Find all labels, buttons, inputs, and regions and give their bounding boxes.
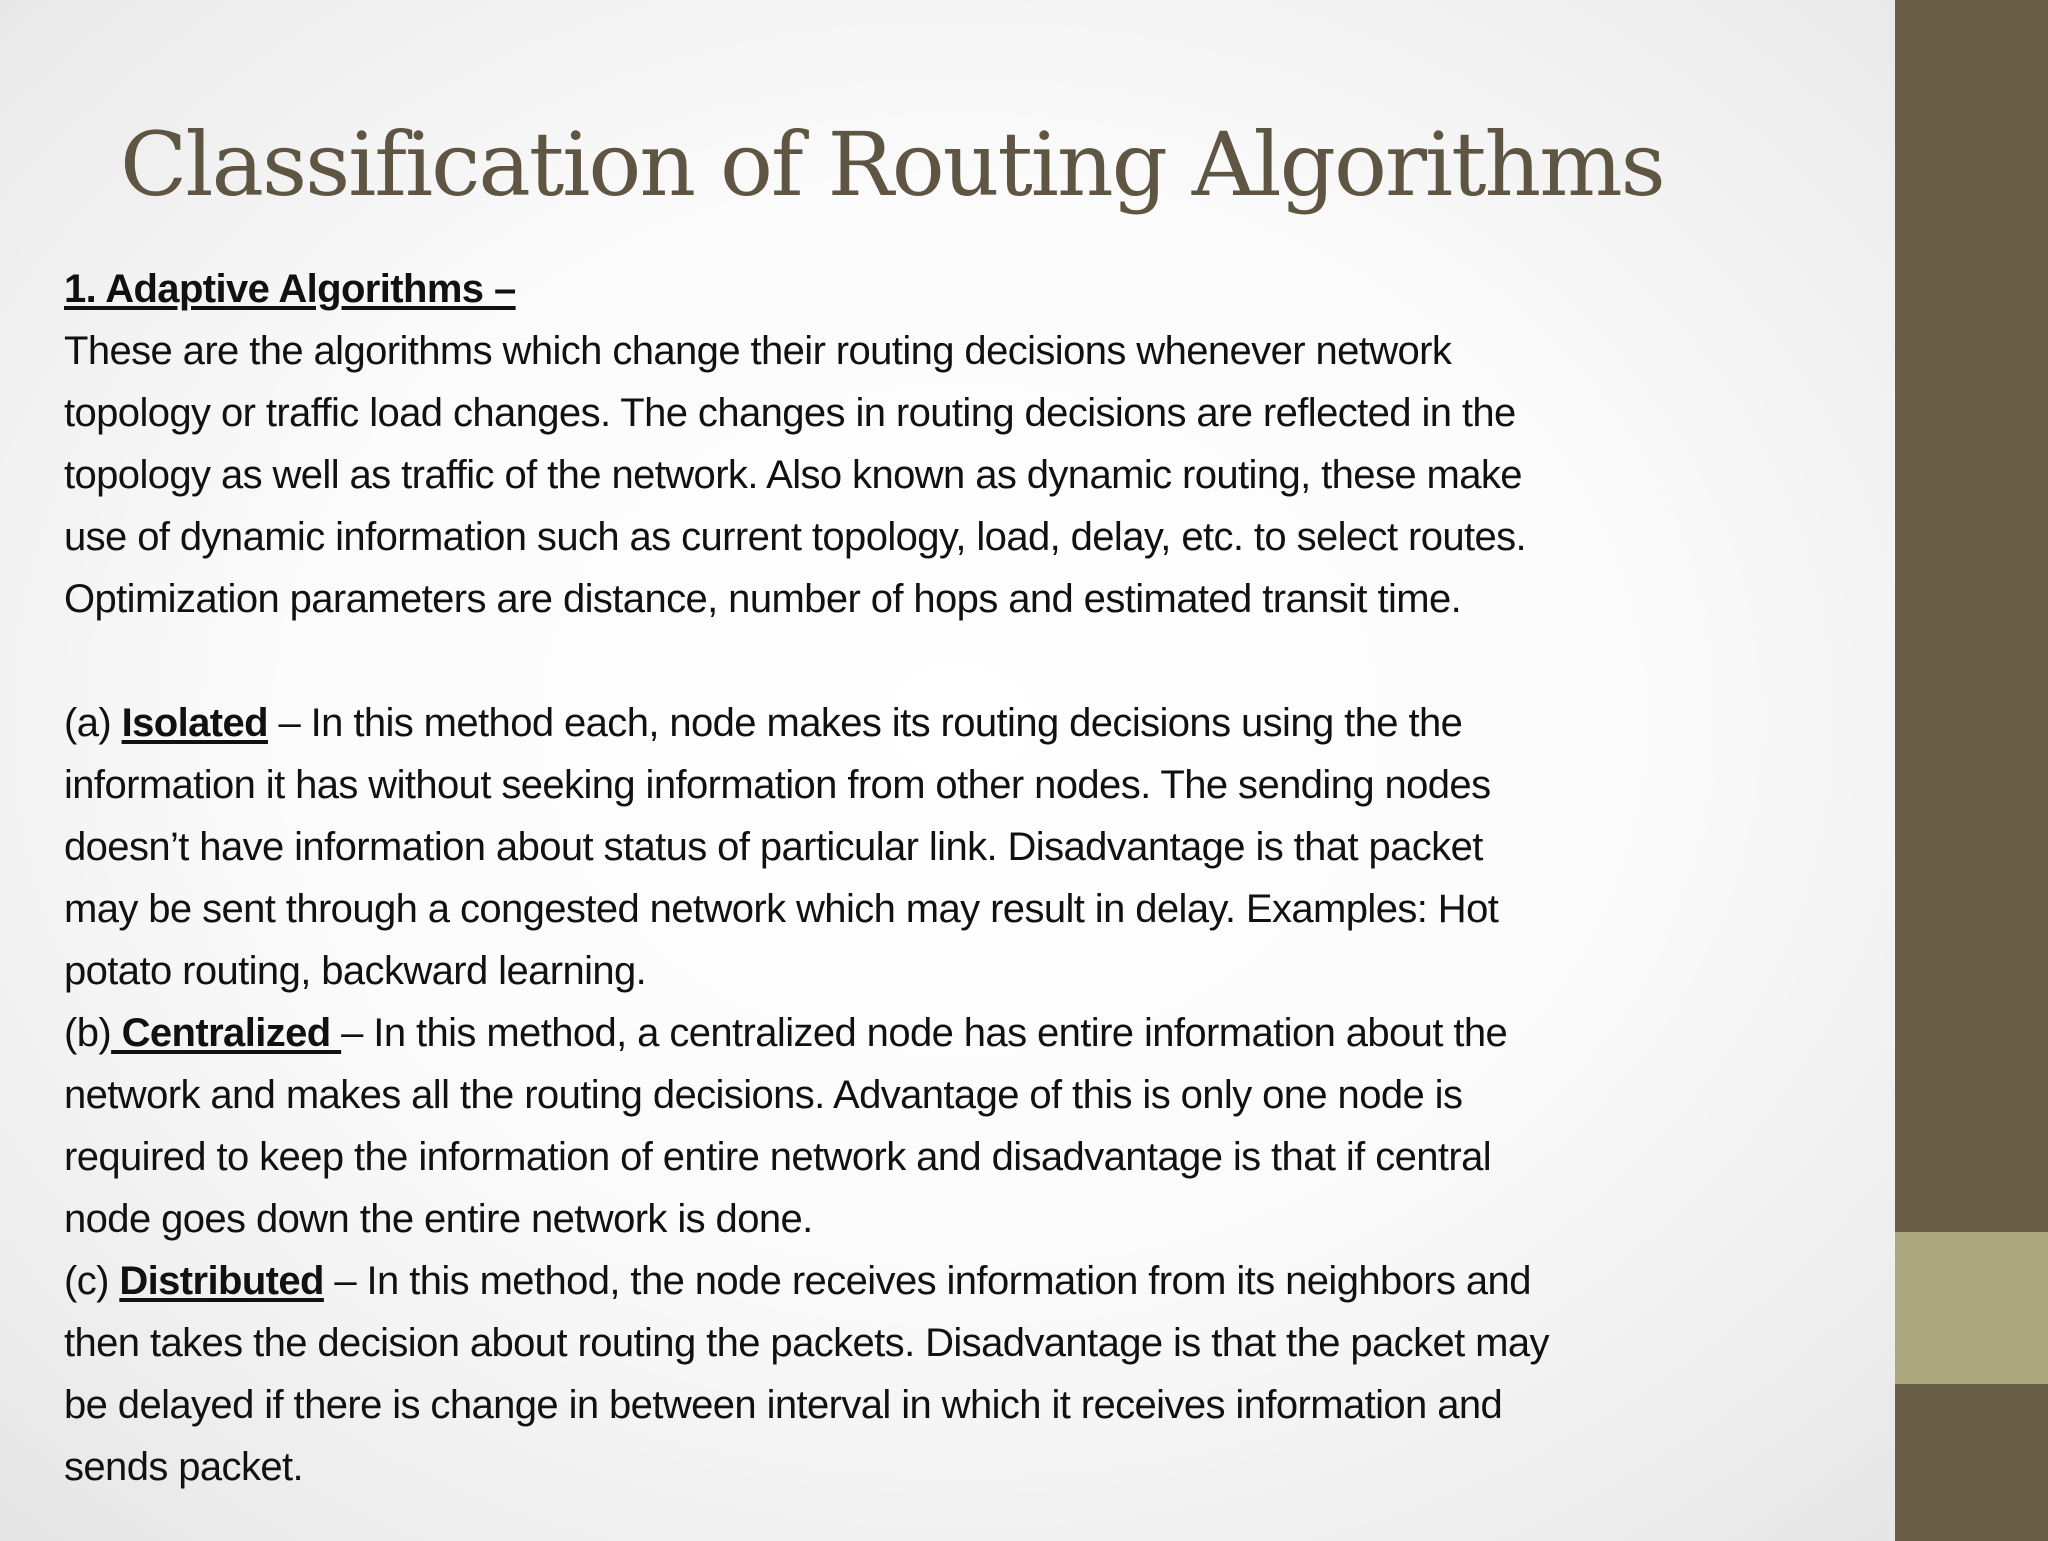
item-text-line: information it has without seeking information from other nodes. The sending nodes (64, 763, 1491, 807)
item-text: – In this method, the node receives information from its neighbors and (323, 1259, 1531, 1303)
slide-title: Classification of Routing Algorithms (120, 113, 1664, 216)
term-centralized: Centralized (111, 1011, 342, 1055)
item-text-line: network and makes all the routing decisions. Advantage of this is only one node is (64, 1073, 1463, 1117)
item-text-line: may be sent through a congested network which may result in delay. Examples: Hot (64, 887, 1499, 931)
section-heading: 1. Adaptive Algorithms – (64, 267, 516, 311)
item-isolated-first-line (64, 692, 1894, 754)
term-distributed: Distributed (119, 1259, 324, 1303)
item-text-line: then takes the decision about routing the packets. Disadvantage is that the packet may (64, 1321, 1549, 1365)
item-centralized-first-line (64, 1002, 1894, 1064)
side-decoration-accent (1895, 1232, 2048, 1384)
item-text-line: node goes down the entire network is done. (64, 1197, 813, 1241)
section-text-line: Optimization parameters are distance, number of hops and estimated transit time. (64, 577, 1462, 621)
item-text: – In this method, a centralized node has entire information about the (341, 1011, 1508, 1055)
term-isolated: Isolated (121, 701, 268, 745)
item-text-line: potato routing, backward learning. (64, 949, 647, 993)
section-text-line: use of dynamic information such as current topology, load, delay, etc. to select routes. (64, 515, 1527, 559)
item-text: – In this method each, node makes its routing decisions using the the (267, 701, 1463, 745)
section-text-line: topology or traffic load changes. The changes in routing decisions are reflected in the (64, 391, 1516, 435)
item-text-line: doesn’t have information about status of particular link. Disadvantage is that packet (64, 825, 1483, 869)
item-prefix: (b) (64, 1011, 112, 1055)
slide-body (64, 258, 1894, 1498)
item-text-line: sends packet. (64, 1445, 304, 1489)
item-text-line: required to keep the information of entire network and disadvantage is that if central (64, 1135, 1492, 1179)
paragraph-spacer (64, 630, 1894, 692)
item-distributed-first-line (64, 1250, 1894, 1312)
item-text-line: be delayed if there is change in between interval in which it receives information and (64, 1383, 1503, 1427)
section-text-line: topology as well as traffic of the network. Also known as dynamic routing, these make (64, 453, 1522, 497)
item-prefix: (a) (64, 701, 122, 745)
section-heading-line (64, 258, 1894, 320)
item-prefix: (c) (64, 1259, 120, 1303)
section-text-line: These are the algorithms which change their routing decisions whenever network (64, 329, 1452, 373)
